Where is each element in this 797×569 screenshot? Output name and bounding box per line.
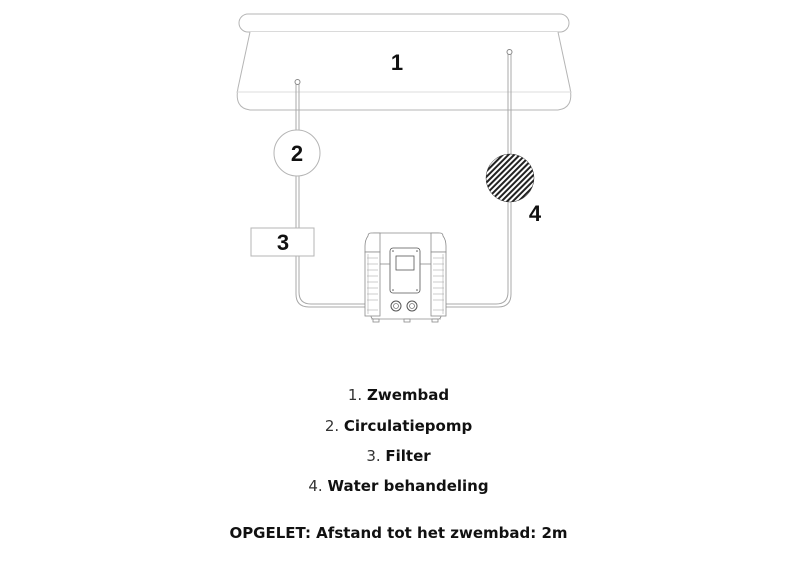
legend-name: Water behandeling [327,477,489,495]
legend-name: Filter [385,447,431,465]
pool-return-fitting [507,50,512,55]
legend-item [0,446,797,466]
legend-number: 2. [324,417,340,435]
legend-name: Zwembad [366,386,450,404]
heat-pump-unit [365,233,446,322]
water-treatment [486,154,542,226]
legend-number: 3. [366,447,381,465]
filter [251,228,314,256]
pump-label: 2 [290,141,304,166]
circulation-pump [274,130,320,176]
control-panel [390,248,420,293]
legend-item [0,385,797,405]
legend-number: 1. [347,386,363,404]
treatment-label: 4 [528,201,542,226]
pool-label: 1 [390,50,404,75]
legend-name: Circulatiepomp [343,417,473,435]
filter-label: 3 [276,230,290,255]
pool-body [237,32,571,110]
legend-number: 4. [308,477,323,495]
legend-item [0,416,797,436]
pool-rim [239,14,569,32]
pool-outlet-fitting [295,80,300,85]
legend-item [0,476,797,496]
pool [236,14,572,110]
distance-warning: OPGELET: Afstand tot het zwembad: 2m [229,524,568,542]
display-screen [396,256,414,270]
